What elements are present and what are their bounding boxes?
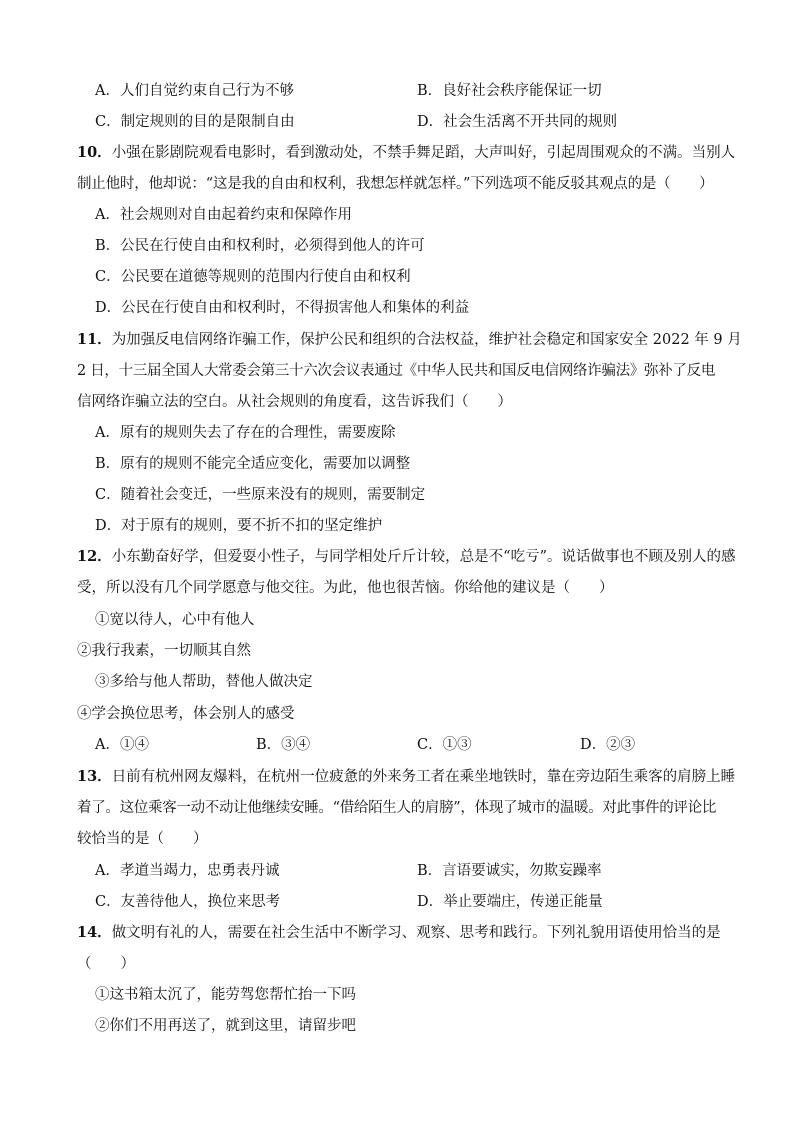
q10-stem-text: 小强在影剧院观看电影时，看到激动处，不禁手舞足蹈，大声叫好，引起周围观众的不满。当别人 [111, 145, 736, 161]
q14-stem-line1 [77, 923, 721, 943]
q11-option-d: D．对于原有的规则，要不折不扣的坚定维护 [95, 518, 383, 534]
q12-stem-line1 [77, 547, 736, 567]
q13-option-a: A．孝道当竭力，忠勇表丹诚 [95, 863, 280, 879]
q13-number: 13． [77, 768, 112, 785]
q13-stem-line1 [77, 767, 735, 787]
q12-option-d: D．②③ [580, 737, 636, 753]
q11-option-a: A．原有的规则失去了存在的合理性，需要废除 [95, 425, 396, 441]
q11-stem-line2: 2 日，十三届全国人大常委会第三十六次会议表通过《中华人民共和国反电信网络诈骗法》弥补了反电 [77, 363, 716, 379]
q12-item-1: ①宽以待人，心中有他人 [95, 612, 255, 628]
q13-stem-line3: 较恰当的是（ ） [77, 831, 208, 847]
q9-option-d: D．社会生活离不开共同的规则 [417, 114, 618, 130]
q9-option-c: C．制定规则的目的是限制自由 [95, 114, 295, 130]
q13-option-c: C．友善待他人，换位来思考 [95, 894, 281, 910]
q12-item-3: ③多给与他人帮助，替他人做决定 [95, 674, 313, 690]
q12-number: 12． [77, 548, 112, 565]
q12-stem-line2: 受，所以没有几个同学愿意与他交往。为此，他也很苦恼。你给他的建议是（ ） [77, 580, 614, 596]
q12-option-b: B．③④ [256, 737, 311, 753]
q12-option-c: C．①③ [417, 737, 472, 753]
q11-stem-line3: 信网络诈骗立法的空白。从社会规则的角度看，这告诉我们（ ） [77, 394, 512, 410]
q10-option-b: B．公民在行使自由和权利时，必须得到他人的许可 [95, 238, 425, 254]
q14-item-2: ②你们不用再送了，就到这里，请留步吧 [95, 1018, 356, 1034]
q11-stem-text: 为加强反电信网络诈骗工作，保护公民和组织的合法权益，维护社会稳定和国家安全 2022 年 9 月 [111, 332, 742, 348]
q14-stem-line2: （ ） [77, 956, 135, 972]
q10-number: 10． [77, 144, 112, 161]
q12-option-a: A．①④ [95, 737, 149, 753]
q13-stem-line2: 着了。这位乘客一动不动让他继续安睡。“借给陌生人的肩膀”，体现了城市的温暖。对此事件的评论比 [77, 800, 717, 816]
q10-stem-line1 [77, 143, 735, 163]
q12-item-4: ④学会换位思考，体会别人的感受 [77, 706, 295, 722]
q11-number: 11． [77, 331, 112, 348]
q10-option-a: A．社会规则对自由起着约束和保障作用 [95, 207, 352, 223]
q10-option-d: D．公民在行使自由和权利时，不得损害他人和集体的利益 [95, 300, 470, 316]
q10-stem-line2: 制止他时，他却说：“这是我的自由和权利，我想怎样就怎样。”下列选项不能反驳其观点的是（ ） [77, 176, 714, 192]
q11-stem-line1 [77, 330, 742, 350]
q13-option-d: D．举止要端庄，传递正能量 [417, 894, 603, 910]
q14-stem-text: 做文明有礼的人，需要在社会生活中不断学习、观察、思考和践行。下列礼貌用语使用恰当的是 [111, 925, 721, 941]
q13-option-b: B．言语要诚实，勿欺妄躁率 [417, 863, 602, 879]
q12-stem-text: 小东勤奋好学，但爱耍小性子，与同学相处斤斤计较，总是不“吃亏”。说话做事也不顾及别人的感 [111, 549, 736, 565]
q10-option-c: C．公民要在道德等规则的范围内行使自由和权利 [95, 269, 411, 285]
q13-stem-text: 日前有杭州网友爆料，在杭州一位疲惫的外来务工者在乘坐地铁时，靠在旁边陌生乘客的肩膀上睡 [111, 769, 736, 785]
q14-number: 14． [77, 924, 112, 941]
q9-option-a: A．人们自觉约束自己行为不够 [95, 83, 294, 99]
q11-option-c: C．随着社会变迁，一些原来没有的规则，需要制定 [95, 487, 426, 503]
q14-item-1: ①这书箱太沉了，能劳驾您帮忙抬一下吗 [95, 987, 356, 1003]
q9-option-b: B．良好社会秩序能保证一切 [417, 83, 602, 99]
q11-option-b: B．原有的规则不能完全适应变化，需要加以调整 [95, 456, 411, 472]
q12-item-2: ②我行我素，一切顺其自然 [77, 643, 251, 659]
